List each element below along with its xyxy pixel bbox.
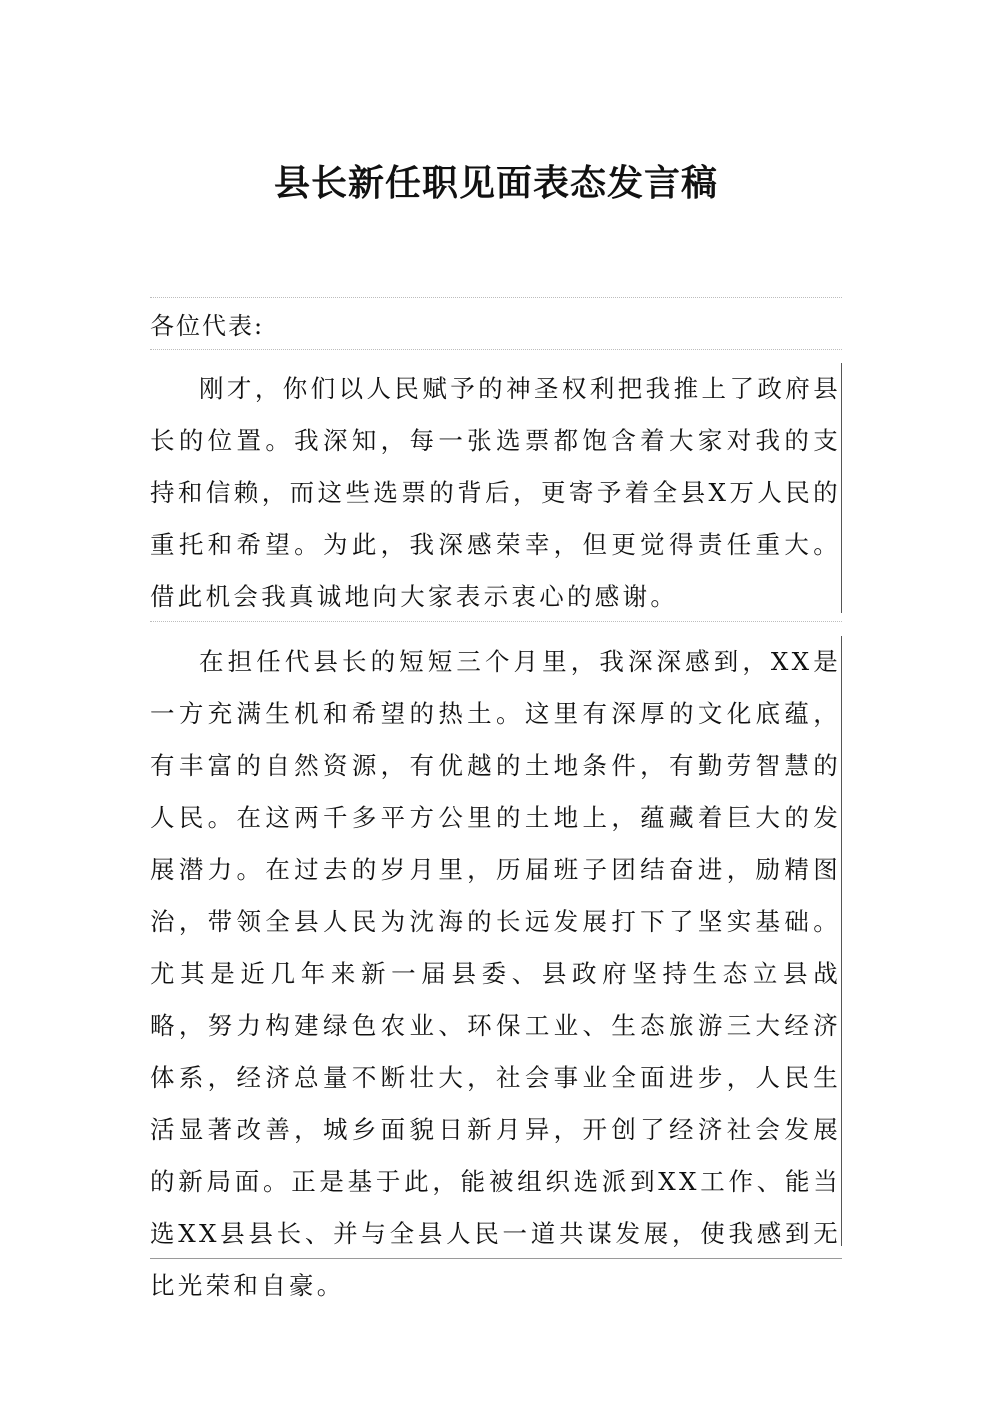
paragraph-1: 刚才，你们以人民赋予的神圣权利把我推上了政府县长的位置。我深知，每一张选票都饱含着大家对我的支持和信赖，而这些选票的背后，更寄予着全县X万人民的重托和希望。为此，我深感荣幸，但更觉得责任重大。借此机会我真诚地向大家表示衷心的感谢。 [150,363,842,613]
document-title: 县长新任职见面表态发言稿 [273,162,718,204]
divider-bottom [150,1258,842,1259]
salutation: 各位代表: [150,312,265,340]
divider-salutation [150,349,842,350]
divider-paragraph [150,621,842,622]
paragraph-2: 在担任代县长的短短三个月里，我深深感到，XX是一方充满生机和希望的热土。这里有深厚的文化底蕴，有丰富的自然资源，有优越的土地条件，有勤劳智慧的人民。在这两千多平方公里的土地上，蕴藏着巨大的发展潜力。在过去的岁月里，历届班子团结奋进，励精图治，带领全县人民为沈海的长远发展打下了坚实基础。尤其是近几年来新一届县委、县政府坚持生态立县战略，努力构建绿色农业、环保工业、生态旅游三大经济体系，经济总量不断壮大，社会事业全面进步，人民生活显著改善，城乡面貌日新月异，开创了经济社会发展的新局面。正是基于此，能被组织选派到XX工作、能当选XX县县长、并与全县人民一道共谋发展，使我感到无比光荣和自豪。 [150,636,842,1246]
divider-top [150,297,842,298]
